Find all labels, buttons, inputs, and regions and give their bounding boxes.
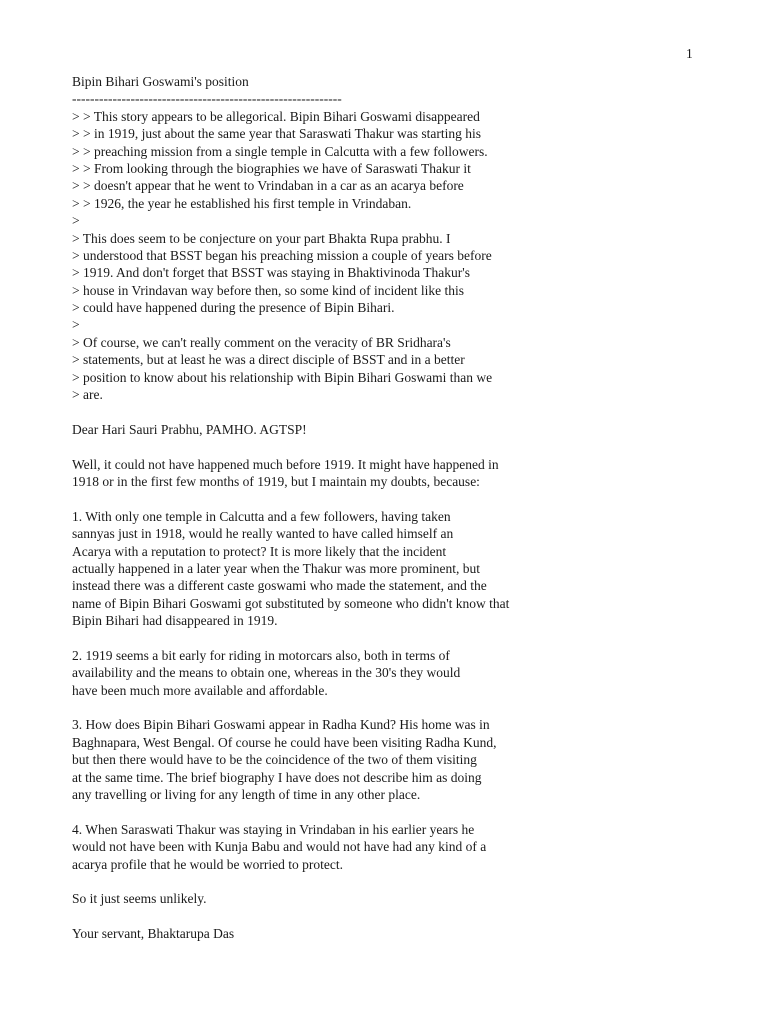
- body-line: Acarya with a reputation to protect? It is more likely that the incident: [72, 543, 447, 559]
- quoted-line: > > 1926, the year he established his first temple in Vrindaban.: [72, 195, 412, 211]
- quoted-line: >: [72, 317, 80, 333]
- body-line: Well, it could not have happened much before 1919. It might have happened in: [72, 456, 499, 472]
- body-line: sannyas just in 1918, would he really wanted to have called himself an: [72, 526, 454, 542]
- quoted-line: > could have happened during the presence of Bipin Bihari.: [72, 300, 395, 316]
- blank-line: [72, 699, 712, 716]
- quoted-line: > > preaching mission from a single temple in Calcutta with a few followers.: [72, 143, 488, 159]
- body-line: acarya profile that he would be worried to protect.: [72, 856, 344, 872]
- body-line: 4. When Saraswati Thakur was staying in Vrindaban in his earlier years he: [72, 821, 475, 837]
- quoted-line: > Of course, we can't really comment on the veracity of BR Sridhara's: [72, 334, 451, 350]
- quoted-line: > > From looking through the biographies we have of Saraswati Thakur it: [72, 160, 471, 176]
- body-line: any travelling or living for any length of time in any other place.: [72, 787, 421, 803]
- body-line: have been much more available and affordable.: [72, 682, 328, 698]
- blank-line: [72, 403, 712, 420]
- blank-line: [72, 873, 712, 890]
- body-line: 2. 1919 seems a bit early for riding in motorcars also, both in terms of: [72, 647, 450, 663]
- quoted-line: > are.: [72, 387, 103, 403]
- body-line: instead there was a different caste goswami who made the statement, and the: [72, 578, 487, 594]
- body-line: but then there would have to be the coincidence of the two of them visiting: [72, 752, 477, 768]
- body-line: 3. How does Bipin Bihari Goswami appear in Radha Kund? His home was in: [72, 717, 490, 733]
- blank-line: [72, 803, 712, 820]
- body-line: 1918 or in the first few months of 1919, but I maintain my doubts, because:: [72, 473, 480, 489]
- body-line: Baghnapara, West Bengal. Of course he could have been visiting Radha Kund,: [72, 734, 497, 750]
- body-line: would not have been with Kunja Babu and would not have had any kind of a: [72, 839, 487, 855]
- blank-line: [72, 438, 712, 455]
- quoted-line: > 1919. And don't forget that BSST was staying in Bhaktivinoda Thakur's: [72, 265, 470, 281]
- quoted-line: > This does seem to be conjecture on your part Bhakta Rupa prabhu. I: [72, 230, 451, 246]
- quoted-line: > house in Vrindavan way before then, so some kind of incident like this: [72, 282, 464, 298]
- signature-line: Your servant, Bhaktarupa Das: [72, 926, 235, 942]
- quoted-line: >: [72, 213, 80, 229]
- quoted-line: > understood that BSST began his preaching mission a couple of years before: [72, 247, 492, 263]
- blank-line: [72, 908, 712, 925]
- body-line: actually happened in a later year when the Thakur was more prominent, but: [72, 560, 480, 576]
- document-body: [72, 73, 712, 943]
- quoted-line: > position to know about his relationship with Bipin Bihari Goswami than we: [72, 369, 493, 385]
- page-number: 1: [686, 46, 693, 61]
- body-line: at the same time. The brief biography I have does not describe him as doing: [72, 769, 482, 785]
- blank-line: [72, 630, 712, 647]
- blank-line: [72, 490, 712, 507]
- quoted-line: > > This story appears to be allegorical. Bipin Bihari Goswami disappeared: [72, 108, 480, 124]
- body-line: 1. With only one temple in Calcutta and a few followers, having taken: [72, 508, 451, 524]
- body-line: availability and the means to obtain one, whereas in the 30's they would: [72, 665, 461, 681]
- body-line: name of Bipin Bihari Goswami got substituted by someone who didn't know that: [72, 595, 510, 611]
- separator-line: ------------------------------------------------------------: [72, 91, 342, 107]
- quoted-line: > > in 1919, just about the same year that Saraswati Thakur was starting his: [72, 126, 482, 142]
- salutation: Dear Hari Sauri Prabhu, PAMHO. AGTSP!: [72, 421, 307, 437]
- body-line: Bipin Bihari had disappeared in 1919.: [72, 613, 278, 629]
- document-title: Bipin Bihari Goswami's position: [72, 74, 249, 89]
- quoted-line: > > doesn't appear that he went to Vrindaban in a car as an acarya before: [72, 178, 464, 194]
- quoted-line: > statements, but at least he was a direct disciple of BSST and in a better: [72, 352, 465, 368]
- closing-line: So it just seems unlikely.: [72, 891, 207, 907]
